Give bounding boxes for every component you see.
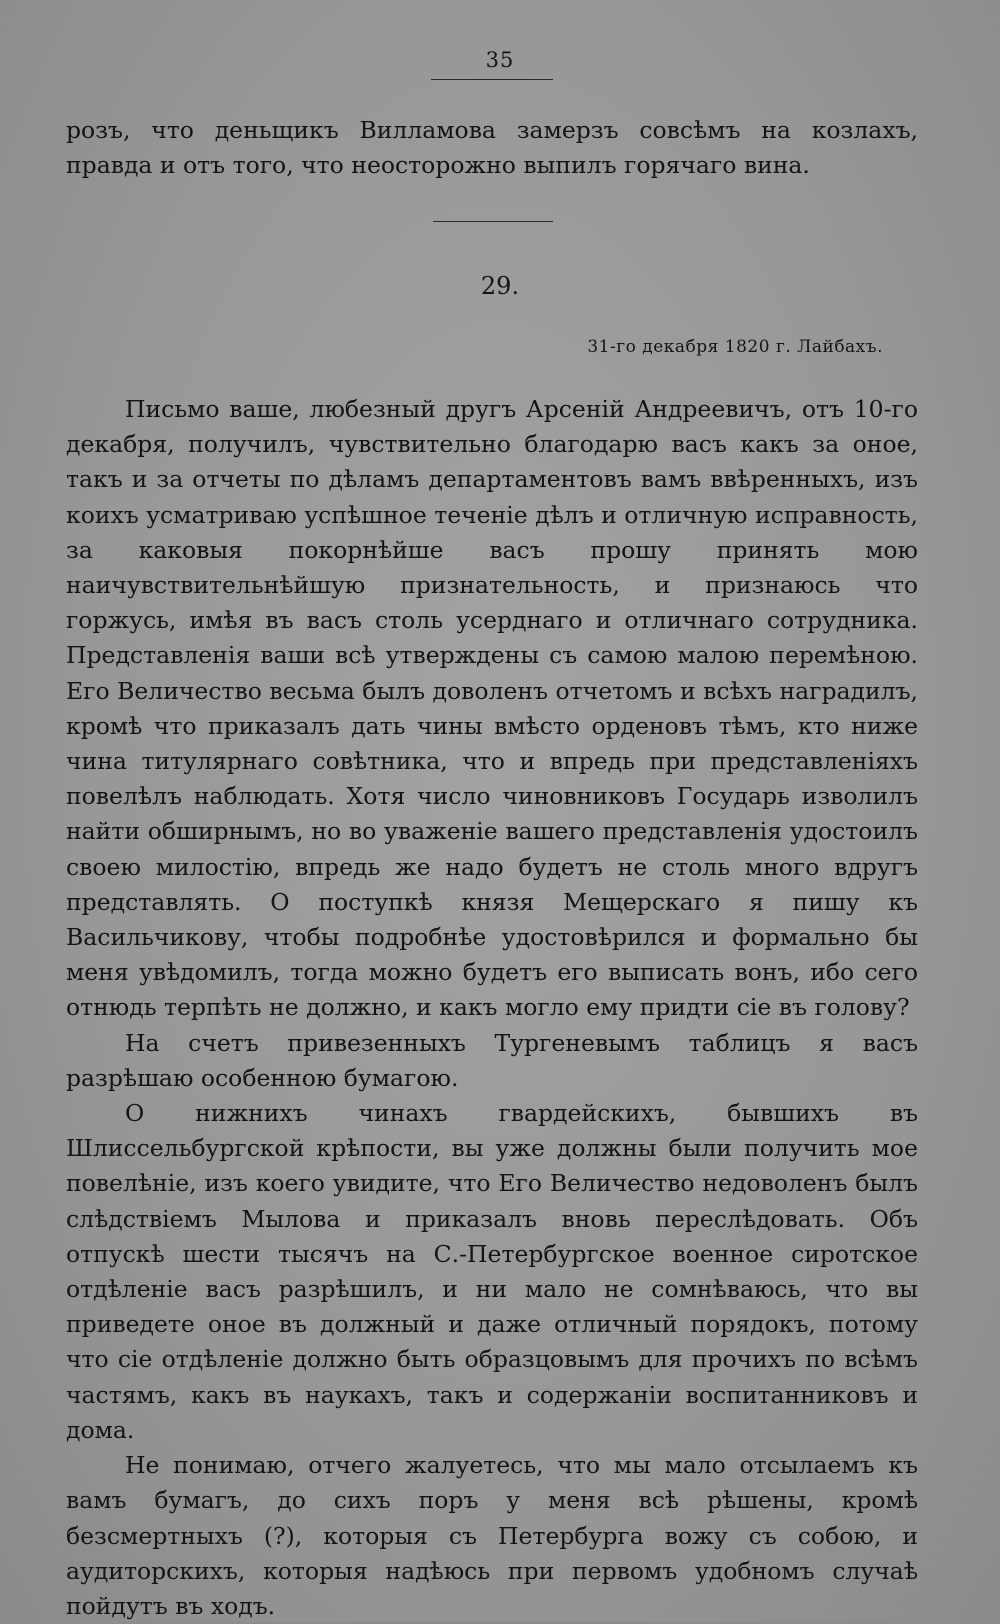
letter-paragraph-2: На счетъ привезенныхъ Тургеневымъ таблицъ я васъ разрѣшаю особенною бумагою. — [66, 1028, 918, 1092]
letter-dateline: 31-го декабря 1820 г. Лайбахъ. — [587, 337, 883, 357]
section-divider — [433, 221, 553, 222]
letter-paragraph-1: Письмо ваше, любезный другъ Арсеній Андреевичъ, отъ 10-го декабря, получилъ, чувствительно благодарю васъ какъ за оное, такъ и за отчеты по дѣламъ департаментовъ вамъ ввѣренныхъ, изъ коихъ усматриваю успѣшное теченіе дѣлъ и отличную исправность, за каковыя покорнѣйше васъ прошу принять мою наичувствительнѣйшую признательность, и признаюсь что горжусь, имѣя въ васъ столь усерднаго и отличнаго сотрудника. Представленія ваши всѣ утверждены съ самою малою перемѣною. Его Величество весьма былъ доволенъ отчетомъ и всѣхъ наградилъ, кромѣ что приказалъ дать чины вмѣсто орденовъ тѣмъ, кто ниже чина титулярнаго совѣтника, что и впредь при представленіяхъ повелѣлъ наблюдать. Хотя число чиновниковъ Государь изволилъ найти обширнымъ, но во уваженіе вашего представленія удостоилъ своею милостію, впредь же надо будетъ не столь много вдругъ представлять. О поступкѣ князя Мещерскаго я пишу къ Васильчикову, чтобы подробнѣе удостовѣрился и формально бы меня увѣдомилъ, тогда можно будетъ его выписать вонъ, ибо сего отнюдь терпѣть не должно, и какъ могло ему придти сіе въ голову? — [66, 395, 918, 1022]
continuation-paragraph: розъ, что деньщикъ Вилламова замерзъ совсѣмъ на козлахъ, правда и отъ того, что неосторожно выпилъ горячаго вина. — [66, 116, 918, 180]
letter-number: 29. — [480, 272, 520, 300]
header-rule — [431, 79, 553, 80]
continuation-text — [66, 113, 918, 183]
letter-paragraph-4: Не понимаю, отчего жалуетесь, что мы мало отсылаемъ къ вамъ бумагъ, до сихъ поръ у меня всѣ рѣшены, кромѣ безсмертныхъ (?), которыя съ Петербурга вожу съ собою, и аудиторскихъ, которыя надѣюсь при первомъ удобномъ случаѣ пойдутъ въ ходъ. — [66, 1451, 918, 1620]
page-number: 35 — [485, 48, 515, 72]
letter-body — [66, 392, 918, 1624]
letter-paragraph-3: О нижнихъ чинахъ гвардейскихъ, бывшихъ въ Шлиссельбургской крѣпости, вы уже должны были получить мое повелѣніе, изъ коего увидите, что Его Величество недоволенъ былъ слѣдствіемъ Мылова и приказалъ вновь переслѣдовать. Объ отпускѣ шести тысячъ на С.-Петербургское военное сиротское отдѣленіе васъ разрѣшилъ, и ни мало не сомнѣваюсь, что вы приведете оное въ должный и даже отличный порядокъ, потому что сіе отдѣленіе должно быть образцовымъ для прочихъ по всѣмъ частямъ, какъ въ наукахъ, такъ и содержаніи воспитанниковъ и дома. — [66, 1099, 918, 1444]
